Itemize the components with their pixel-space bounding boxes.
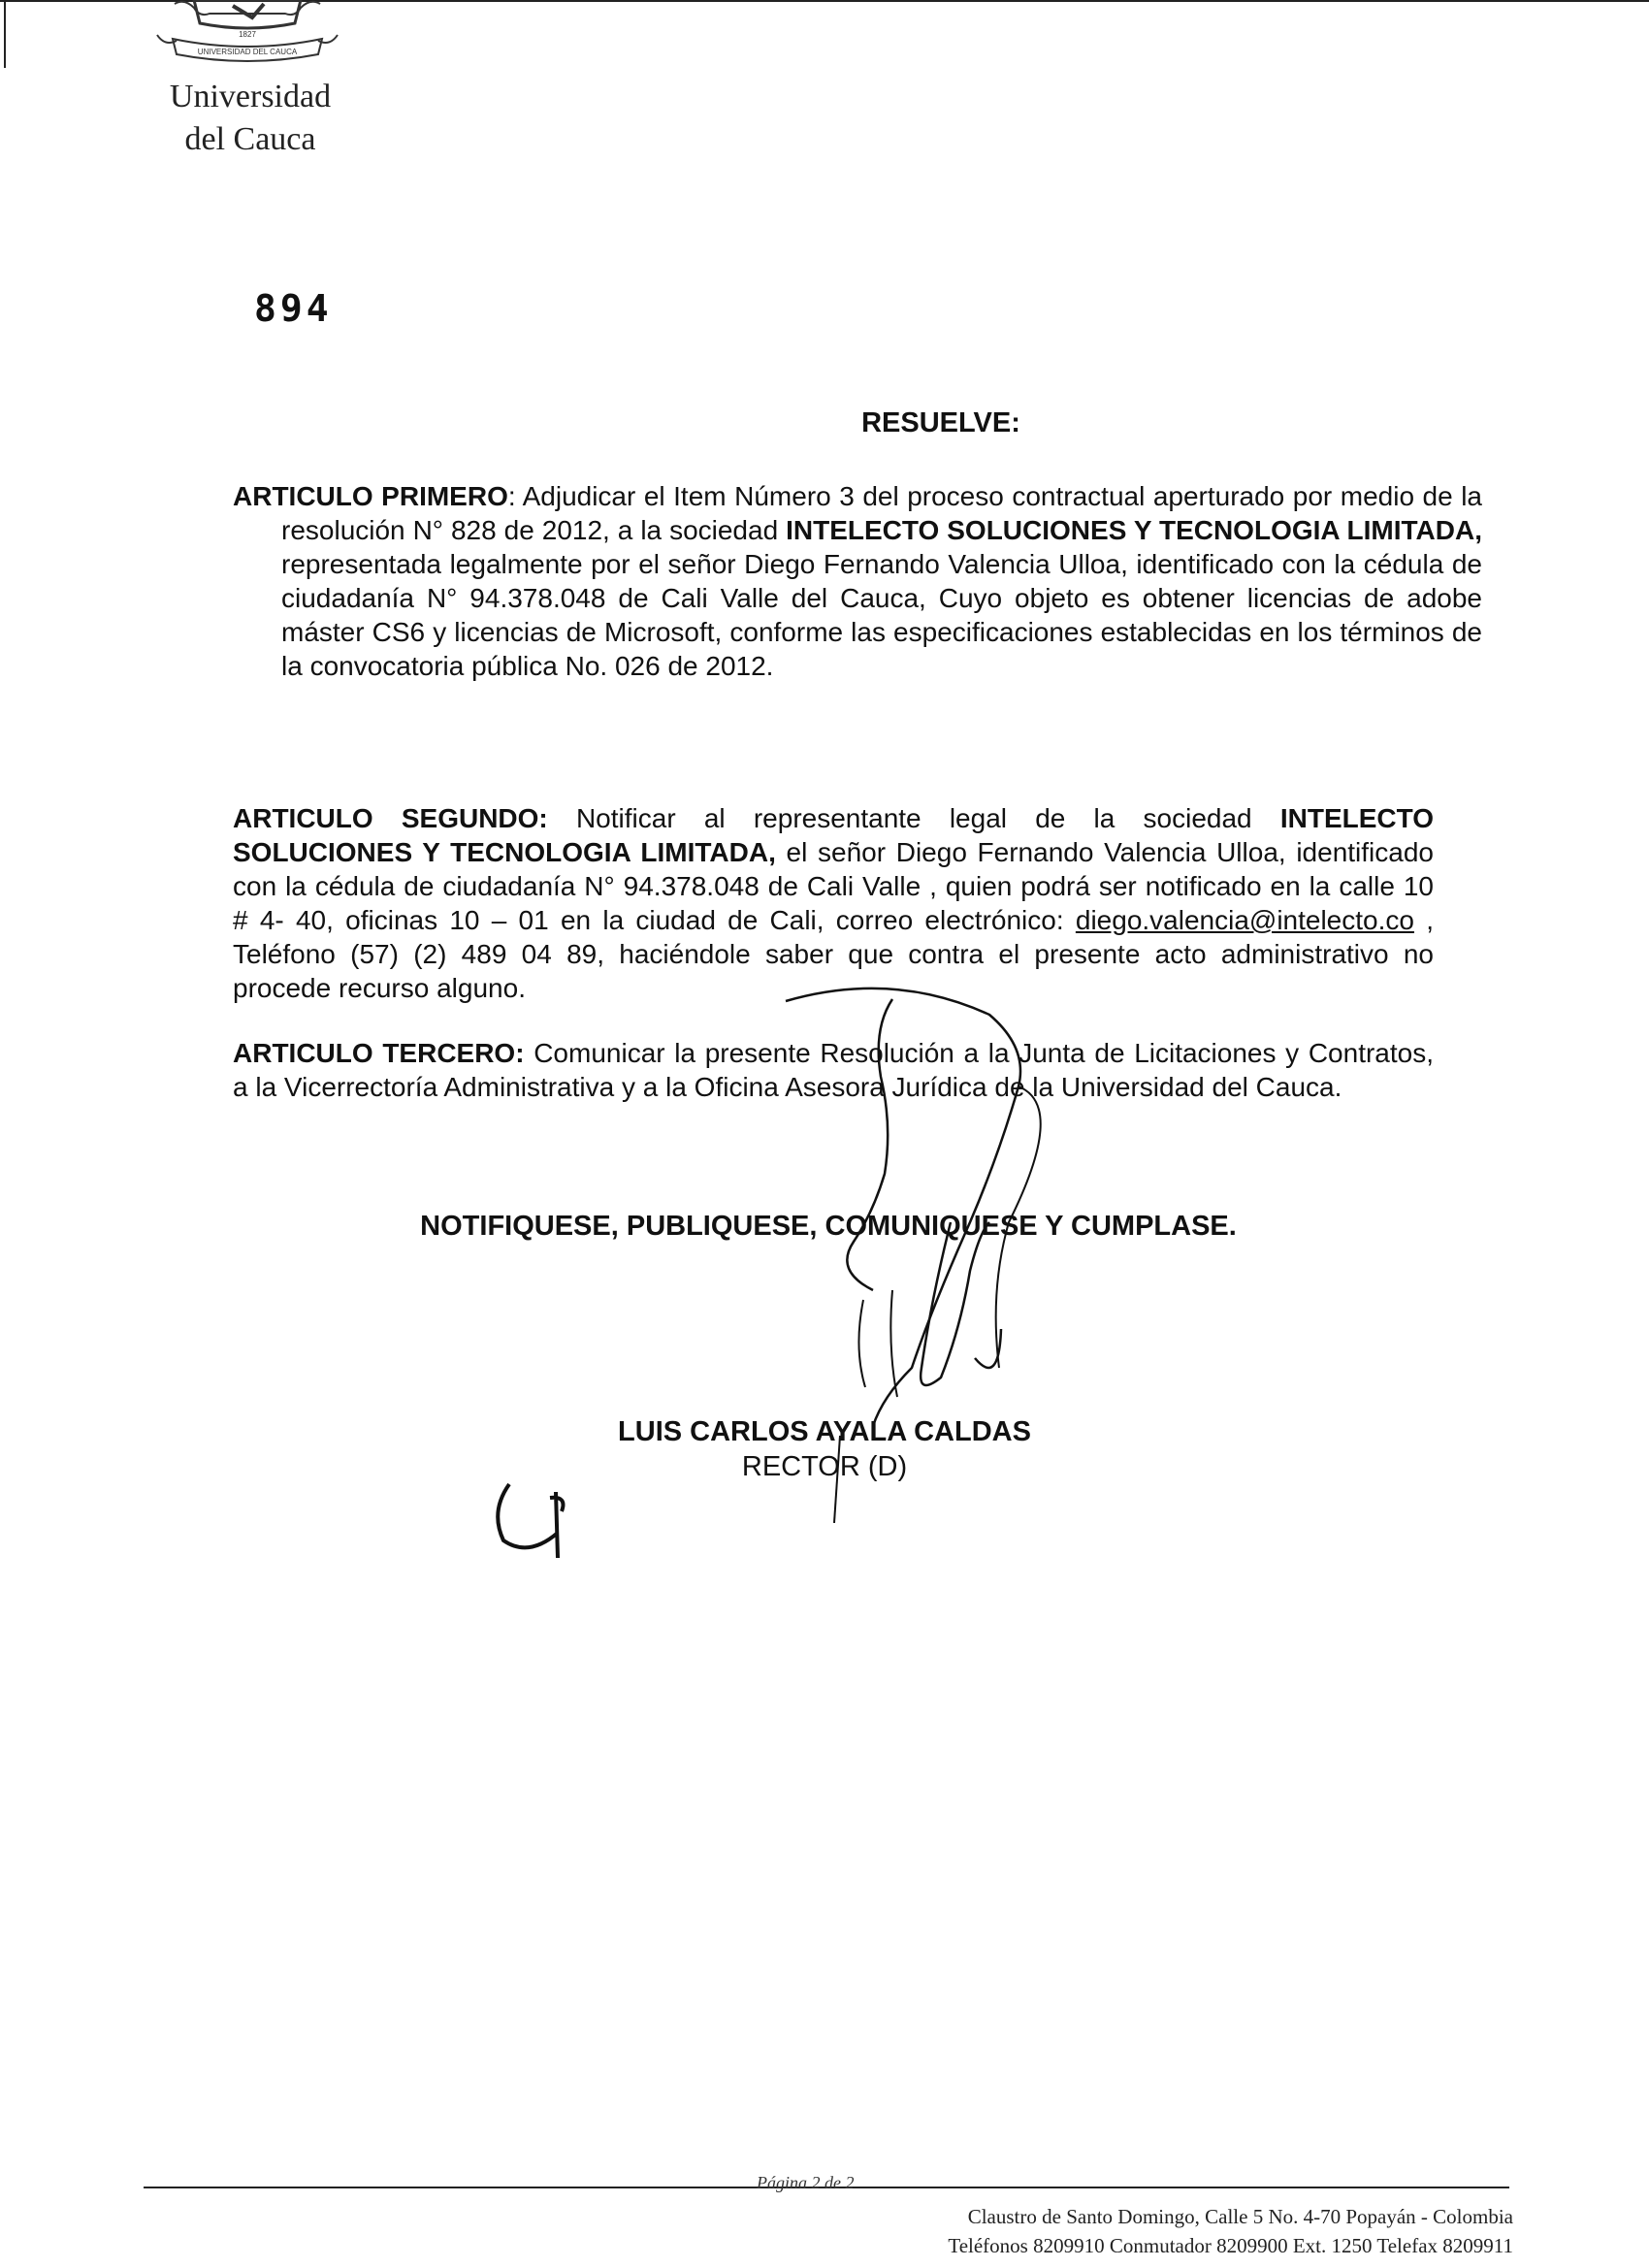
article-primero-label: ARTICULO PRIMERO (233, 481, 508, 511)
article-primero-text-1: : Adjudicar el Item Número 3 del proceso contractual aperturado por medio de la resolución N° 828 de 2012, a la sociedad (281, 481, 1482, 545)
logo-banner-text: UNIVERSIDAD DEL CAUCA (197, 48, 298, 56)
article-segundo (233, 801, 1434, 1005)
article-primero-text-2: representada legalmente por el señor Diego Fernando Valencia Ulloa, identificado con la cédula de ciudadanía N° 94.378.048 de Cali Valle del Cauca, Cuyo objeto es obtener licencias de adobe máster CS6 y licencias de Microsoft, conforme las especificaciones establecidas en los términos de la convocatoria pública No. 026 de 2012. (281, 549, 1482, 681)
university-name-line1: Universidad (169, 79, 332, 114)
left-border-line (4, 0, 6, 68)
closing-statement: NOTIFIQUESE, PUBLIQUESE, COMUNIQUESE Y CUMPLASE. (420, 1211, 1237, 1242)
email-link[interactable]: diego.valencia@intelecto.co (1075, 905, 1414, 935)
article-tercero-label: ARTICULO TERCERO: (233, 1038, 525, 1068)
resolve-heading: RESUELVE: (861, 407, 1020, 438)
company-name: INTELECTO SOLUCIONES Y TECNOLOGIA LIMITADA, (233, 803, 1434, 867)
article-tercero-text: Comunicar la presente Resolución a la Junta de Licitaciones y Contratos, a la Vicerrectoría Administrativa y a la Oficina Asesora Jurídica de la Universidad del Cauca. (233, 1038, 1434, 1102)
article-segundo-text-1: Notificar al representante legal de la sociedad (547, 803, 1280, 833)
footer-phones: Teléfonos 8209910 Conmutador 8209900 Ext. 1250 Telefax 8209911 (948, 2234, 1513, 2257)
university-name-line2: del Cauca (184, 121, 316, 157)
logo-year: 1827 (239, 30, 256, 39)
signer-name: LUIS CARLOS AYALA CALDAS (618, 1416, 1031, 1447)
article-primero (233, 479, 1482, 683)
footer-contact (679, 2202, 1513, 2260)
handwritten-initials (490, 1482, 587, 1560)
page-number: Página 2 de 2 (757, 2173, 855, 2192)
company-name: INTELECTO SOLUCIONES Y TECNOLOGIA LIMITADA, (786, 515, 1482, 545)
footer-address: Claustro de Santo Domingo, Calle 5 No. 4-70 Popayán - Colombia (967, 2205, 1513, 2228)
article-segundo-label: ARTICULO SEGUNDO: (233, 803, 548, 833)
article-segundo-text-2: el señor Diego Fernando Valencia Ulloa, identificado con la cédula de ciudadanía N° 94.378.048 de Cali Valle , quien podrá ser notificado en la calle 10 # 4- 40, oficinas 10 – 01 en la ciudad de Cali, correo electrónico: (233, 837, 1434, 935)
signer-title: RECTOR (D) (741, 1451, 908, 1482)
university-seal-logo (155, 0, 340, 76)
article-segundo-text-3: , Teléfono (57) (2) 489 04 89, haciéndole saber que contra el presente acto administrativo no procede recurso alguno. (233, 905, 1434, 1003)
resolution-number: 894 (254, 287, 333, 330)
university-name (144, 76, 357, 161)
